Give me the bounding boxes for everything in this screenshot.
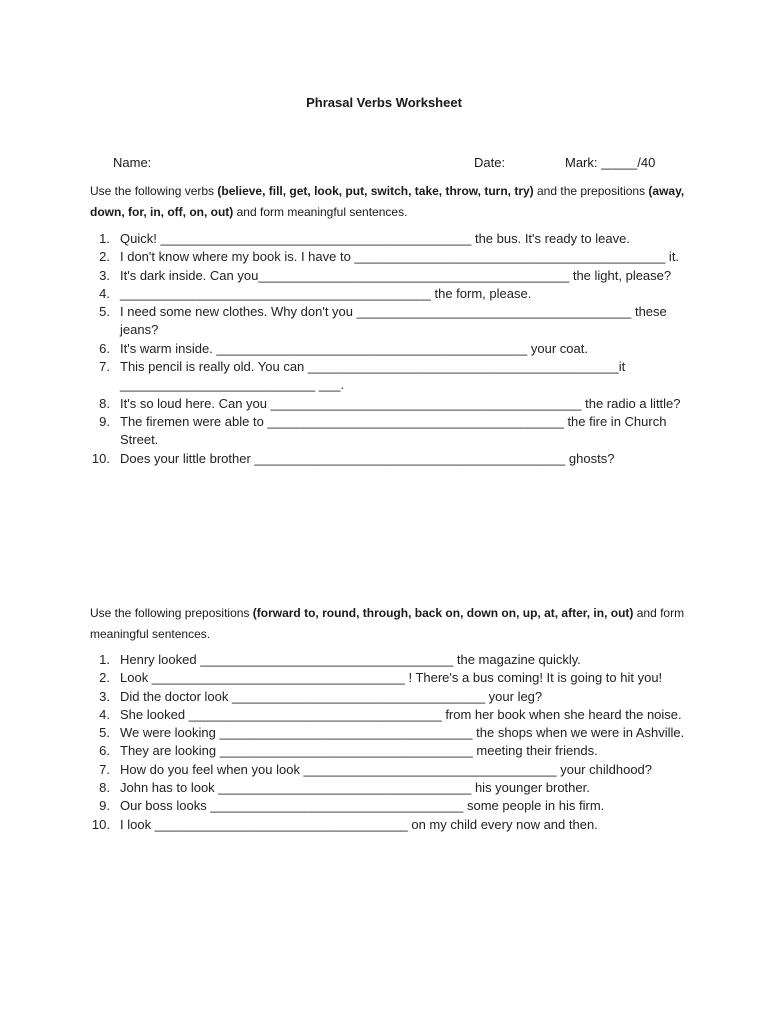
list-item — [88, 651, 688, 669]
section2-prepositions: (forward to, round, through, back on, down on, up, at, after, in, out) — [252, 606, 634, 620]
list-item — [88, 706, 688, 724]
list-item — [88, 395, 688, 413]
item-number: 1. — [99, 652, 110, 667]
section2-intro-b: and form meaningful sentences. — [90, 606, 685, 641]
list-item — [88, 724, 688, 742]
section1-intro-a: Use the following verbs — [90, 184, 218, 198]
item-text: The firemen were able to _________________________________________ the fire in Church Street. — [120, 413, 667, 448]
list-item — [88, 779, 688, 797]
section1-prepositions: (away, down, for, in, off, on, out) — [90, 184, 685, 219]
list-item — [88, 230, 688, 248]
item-number: 2. — [99, 670, 110, 686]
section1-intro-c: and form meaningful sentences. — [233, 205, 408, 219]
list-item — [88, 413, 688, 450]
item-number: 2. — [99, 249, 110, 265]
item-number: 7. — [99, 761, 110, 777]
item-number: 9. — [99, 798, 110, 814]
item-text: We were looking ___________________________________ the shops when we were in Ashville. — [120, 725, 685, 741]
item-number: 10. — [91, 450, 110, 466]
item-text: I look ___________________________________ on my child every now and then. — [120, 816, 598, 832]
section2-list — [88, 651, 688, 834]
item-text: I don't know where my book is. I have to ___________________________________________ it. — [120, 249, 680, 265]
item-text: Henry looked ___________________________________ the magazine quickly. — [120, 652, 581, 667]
item-text: This pencil is really old. You can ___________________________________________it ___________________________ ___. — [120, 359, 626, 393]
item-text: John has to look ___________________________________ his younger brother. — [120, 780, 590, 796]
item-text: Our boss looks ___________________________________ some people in his firm. — [120, 798, 605, 814]
page-title: Phrasal Verbs Worksheet — [306, 95, 462, 110]
item-text: Quick! ___________________________________________ the bus. It's ready to leave. — [120, 231, 630, 246]
item-text: It's warm inside. ___________________________________________ your coat. — [120, 340, 588, 356]
list-item — [88, 761, 688, 779]
section2-instructions — [90, 603, 690, 645]
list-item — [88, 797, 688, 815]
item-text: It's dark inside. Can you___________________________________________ the light, please? — [120, 267, 672, 283]
item-number: 5. — [99, 304, 110, 320]
section1-instructions — [90, 181, 690, 223]
list-item — [88, 742, 688, 760]
item-text: ___________________________________________ the form, please. — [120, 285, 532, 301]
item-text: She looked ___________________________________ from her book when she heard the noise. — [120, 706, 682, 722]
list-item — [88, 816, 688, 834]
item-number: 4. — [99, 706, 110, 722]
section2-intro-a: Use the following prepositions — [90, 606, 253, 620]
list-item — [88, 669, 688, 687]
item-text: It's so loud here. Can you ___________________________________________ the radio a little? — [120, 395, 681, 411]
list-item — [88, 248, 688, 266]
item-number: 1. — [99, 231, 110, 246]
item-number: 3. — [99, 688, 110, 704]
item-number: 6. — [99, 340, 110, 356]
item-text: Look ___________________________________ ! There's a bus coming! It is going to hit you! — [120, 670, 663, 686]
item-number: 7. — [99, 359, 110, 375]
section1-intro-b: and the prepositions — [533, 184, 649, 198]
list-item — [88, 340, 688, 358]
item-number: 6. — [99, 743, 110, 759]
item-number: 5. — [99, 725, 110, 741]
item-text: How do you feel when you look ___________________________________ your childhood? — [120, 761, 653, 777]
section1-verbs: (believe, fill, get, look, put, switch, take, throw, turn, try) — [217, 184, 534, 198]
item-text: They are looking ___________________________________ meeting their friends. — [120, 743, 598, 759]
item-number: 3. — [99, 267, 110, 283]
name-label: Name: — [113, 155, 152, 170]
item-text: Does your little brother ___________________________________________ ghosts? — [120, 450, 615, 466]
item-number: 9. — [99, 413, 110, 429]
item-number: 4. — [99, 285, 110, 301]
item-number: 8. — [99, 395, 110, 411]
list-item — [88, 358, 688, 395]
list-item — [88, 688, 688, 706]
list-item — [88, 450, 688, 468]
item-number: 10. — [91, 816, 110, 832]
item-number: 8. — [99, 780, 110, 796]
list-item — [88, 267, 688, 285]
mark-label: Mark: _____/40 — [565, 155, 656, 170]
section1-list — [88, 230, 688, 468]
item-text: I need some new clothes. Why don't you ______________________________________ these jeans? — [120, 304, 667, 338]
item-text: Did the doctor look ___________________________________ your leg? — [120, 688, 543, 704]
list-item — [88, 285, 688, 303]
list-item — [88, 303, 688, 340]
date-label: Date: — [474, 155, 506, 170]
